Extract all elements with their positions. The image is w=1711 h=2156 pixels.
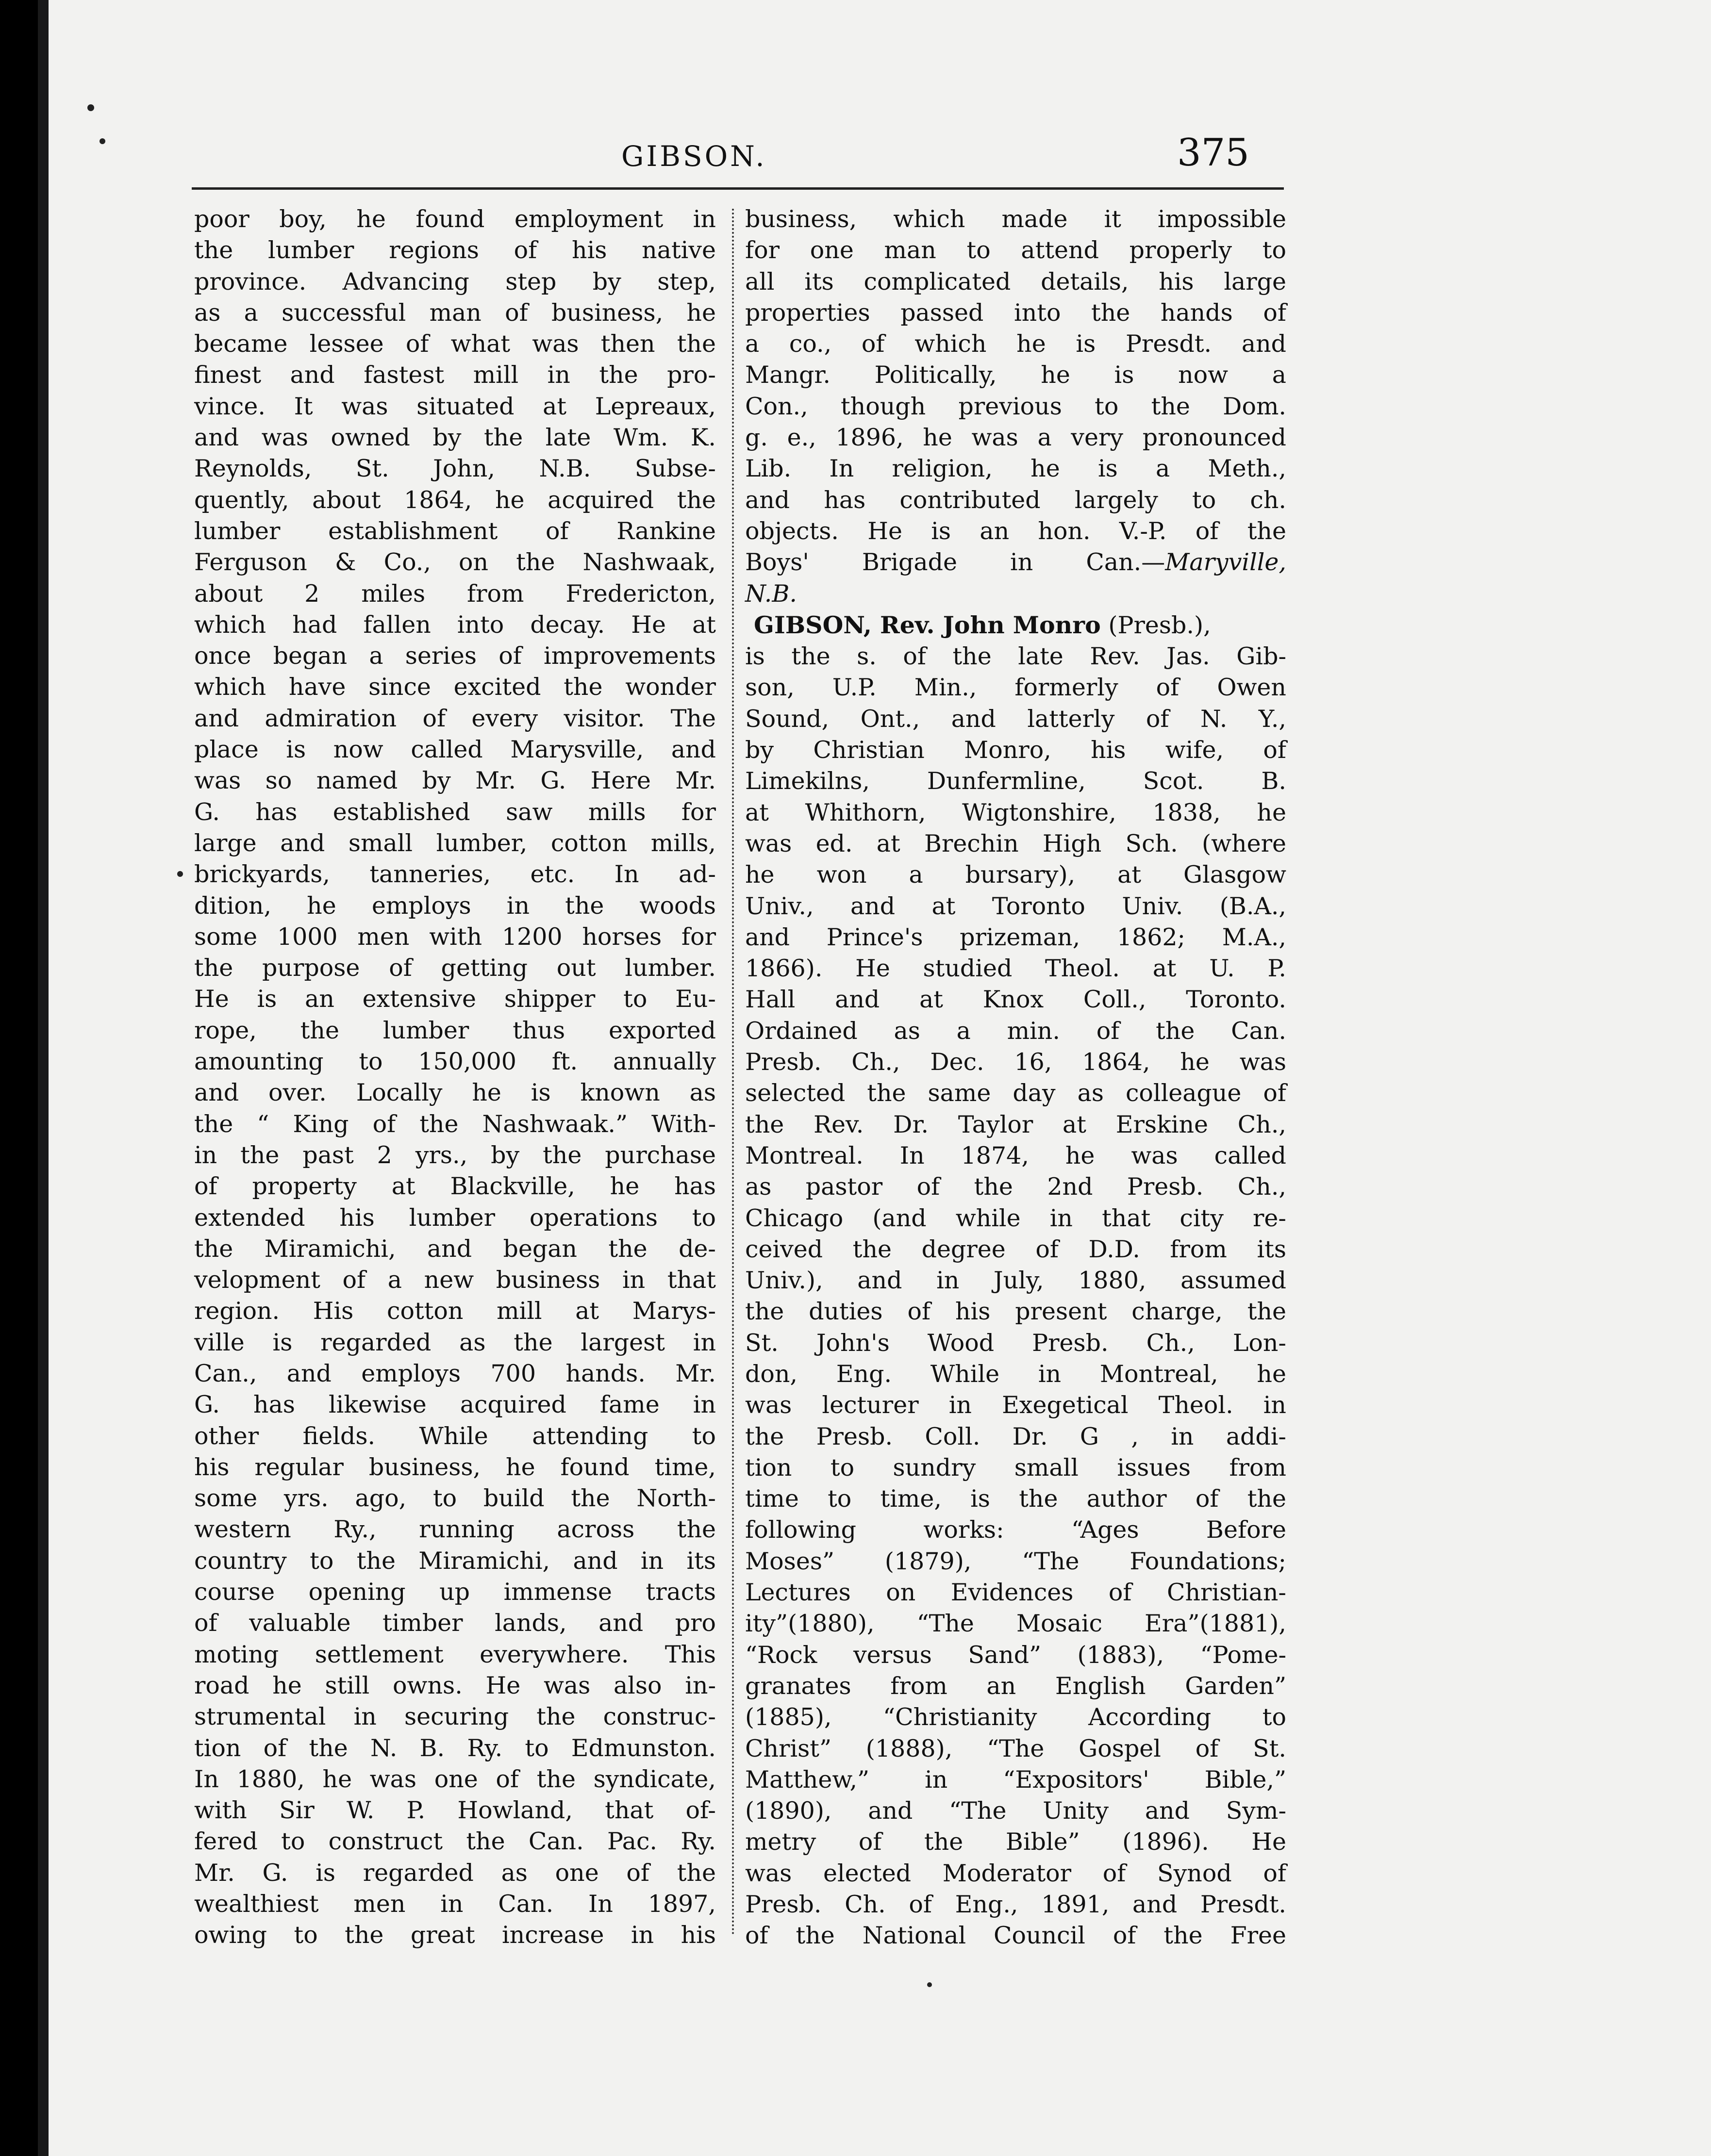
left-column-line: western Ry., running across the <box>194 1515 716 1544</box>
left-column-line: course opening up immense tracts <box>194 1578 716 1606</box>
entry-body-line: was elected Moderator of Synod of <box>745 1859 1286 1887</box>
left-column-line: Reynolds, St. John, N.B. Subse- <box>194 455 716 483</box>
entry-body <box>745 641 1286 1951</box>
right-column-line: business, which made it impossible <box>745 205 1286 233</box>
left-column-line: extended his lumber operations to <box>194 1203 716 1232</box>
entry-body-line: Lectures on Evidences of Christian- <box>745 1579 1286 1607</box>
running-head: GIBSON. <box>621 140 767 173</box>
left-column-line: which have since excited the wonder <box>194 673 716 701</box>
left-column-line: Ferguson & Co., on the Nashwaak, <box>194 548 716 576</box>
left-column-line: the Miramichi, and began the de- <box>194 1234 716 1263</box>
left-column-line: about 2 miles from Fredericton, <box>194 579 716 608</box>
entry-body-line: Chicago (and while in that city re- <box>745 1204 1286 1232</box>
entry-body-line: St. John's Wood Presb. Ch., Lon- <box>745 1329 1286 1357</box>
right-column-line: and has contributed largely to ch. <box>745 486 1286 514</box>
entry-body-line: Matthew,” in “Expositors' Bible,” <box>745 1765 1286 1794</box>
ink-speck <box>87 104 94 111</box>
entry-body-line: time to time, is the author of the <box>745 1485 1286 1513</box>
right-column-line: a co., of which he is Presdt. and <box>745 330 1286 358</box>
entry-heading-line <box>745 609 1286 641</box>
left-column-line: with Sir W. P. Howland, that of- <box>194 1796 716 1825</box>
source-place: Maryville, <box>1165 548 1286 576</box>
right-column-line <box>745 547 1286 578</box>
left-column-line: and admiration of every visitor. The <box>194 704 716 732</box>
entry-body-line: ity”(1880), “The Mosaic Era”(1881), <box>745 1610 1286 1638</box>
left-column-line: finest and fastest mill in the pro- <box>194 361 716 389</box>
left-column-line: in the past 2 yrs., by the purchase <box>194 1141 716 1169</box>
entry-body-line: tion to sundry small issues from <box>745 1453 1286 1481</box>
left-column-line: road he still owns. He was also in- <box>194 1671 716 1699</box>
page-number: 375 <box>1177 131 1249 175</box>
entry-body-line: son, U.P. Min., formerly of Owen <box>745 674 1286 702</box>
left-column-line: moting settlement everywhere. This <box>194 1640 716 1668</box>
left-column-line: some yrs. ago, to build the North- <box>194 1484 716 1513</box>
entry-body-line: the Rev. Dr. Taylor at Erskine Ch., <box>745 1110 1286 1138</box>
right-column-line: Con., though previous to the Dom. <box>745 392 1286 420</box>
left-column-line: was so named by Mr. G. Here Mr. <box>194 767 716 795</box>
left-column-line: his regular business, he found time, <box>194 1453 716 1481</box>
right-column-line: for one man to attend properly to <box>745 236 1286 264</box>
entry-body-line: ceived the degree of D.D. from its <box>745 1235 1286 1263</box>
left-column-line: dition, he employs in the woods <box>194 891 716 920</box>
entry-body-line: Presb. Ch. of Eng., 1891, and Presdt. <box>745 1891 1286 1919</box>
entry-body-line: granates from an English Garden” <box>745 1672 1286 1700</box>
left-column-line: as a successful man of business, he <box>194 298 716 327</box>
entry-body-line: was ed. at Brechin High Sch. (where <box>745 829 1286 857</box>
binding-edge <box>38 0 49 2156</box>
left-column-line: velopment of a new business in that <box>194 1266 716 1294</box>
entry-heading-denomination: (Presb.), <box>1100 611 1211 639</box>
left-column-line: He is an extensive shipper to Eu- <box>194 985 716 1013</box>
ink-speck <box>100 138 105 144</box>
page-header <box>184 131 1301 184</box>
left-column-line: lumber establishment of Rankine <box>194 517 716 545</box>
left-column-line: In 1880, he was one of the syndicate, <box>194 1765 716 1793</box>
left-column-line: G. has established saw mills for <box>194 798 716 826</box>
left-column-line: quently, about 1864, he acquired the <box>194 486 716 514</box>
entry-body-line: selected the same day as colleague of <box>745 1079 1286 1107</box>
entry-body-line: the Presb. Coll. Dr. G , in addi- <box>745 1422 1286 1450</box>
right-column-line: Mangr. Politically, he is now a <box>745 361 1286 389</box>
entry-body-line: and Prince's prizeman, 1862; M.A., <box>745 923 1286 951</box>
ink-speck <box>927 1982 932 1987</box>
header-rule <box>192 187 1284 190</box>
left-column-line: ville is regarded as the largest in <box>194 1328 716 1356</box>
left-column-line: some 1000 men with 1200 horses for <box>194 922 716 951</box>
left-column-line: once began a series of improvements <box>194 642 716 670</box>
left-column-line: Mr. G. is regarded as one of the <box>194 1859 716 1887</box>
entry-body-line: Sound, Ont., and latterly of N. Y., <box>745 705 1286 733</box>
left-column-line: poor boy, he found employment in <box>194 205 716 233</box>
source-place-2: N.B. <box>745 579 797 608</box>
left-column-line: of property at Blackville, he has <box>194 1172 716 1201</box>
left-column-line: owing to the great increase in his <box>194 1921 716 1949</box>
left-column-line: the purpose of getting out lumber. <box>194 954 716 982</box>
left-column-line: other fields. While attending to <box>194 1422 716 1450</box>
right-column-continuation <box>745 204 1286 578</box>
entry-body-line: Christ” (1888), “The Gospel of St. <box>745 1734 1286 1762</box>
left-column-line: strumental in securing the construc- <box>194 1703 716 1731</box>
left-column-line: tion of the N. B. Ry. to Edmunston. <box>194 1734 716 1762</box>
left-column-line: rope, the lumber thus exported <box>194 1016 716 1044</box>
left-column-line: the “ King of the Nashwaak.” With- <box>194 1110 716 1138</box>
entry-body-line: Limekilns, Dunfermline, Scot. B. <box>745 767 1286 795</box>
entry-body-line: Univ., and at Toronto Univ. (B.A., <box>745 892 1286 920</box>
entry-heading: GIBSON, Rev. John Monro <box>754 610 1101 639</box>
left-column-line: country to the Miramichi, and in its <box>194 1547 716 1575</box>
entry-body-line: (1890), and “The Unity and Sym- <box>745 1797 1286 1825</box>
entry-body-line: he won a bursary), at Glasgow <box>745 861 1286 889</box>
ink-speck <box>177 871 183 877</box>
entry-body-line: of the National Council of the Free <box>745 1922 1286 1950</box>
entry-body-line: the duties of his present charge, the <box>745 1298 1286 1326</box>
entry-body-line: Hall and at Knox Coll., Toronto. <box>745 986 1286 1014</box>
right-column-line: Lib. In religion, he is a Meth., <box>745 455 1286 483</box>
left-column-line: G. has likewise acquired fame in <box>194 1391 716 1419</box>
left-column-line: region. His cotton mill at Marys- <box>194 1297 716 1325</box>
entry-body-line: at Whithorn, Wigtonshire, 1838, he <box>745 798 1286 826</box>
entry-body-line: don, Eng. While in Montreal, he <box>745 1360 1286 1388</box>
entry-body-line: Univ.), and in July, 1880, assumed <box>745 1267 1286 1295</box>
left-column <box>194 204 716 1951</box>
right-column-line: objects. He is an hon. V.-P. of the <box>745 517 1286 545</box>
left-column-line: brickyards, tanneries, etc. In ad- <box>194 860 716 889</box>
entry-body-line: Moses” (1879), “The Foundations; <box>745 1547 1286 1575</box>
entry-body-line: 1866). He studied Theol. at U. P. <box>745 955 1286 983</box>
left-column-line: province. Advancing step by step, <box>194 267 716 296</box>
left-column-line: fered to construct the Can. Pac. Ry. <box>194 1827 716 1856</box>
right-column-line: g. e., 1896, he was a very pronounced <box>745 424 1286 452</box>
entry-body-line: was lecturer in Exegetical Theol. in <box>745 1391 1286 1419</box>
column-divider <box>732 209 734 1936</box>
left-column-line: place is now called Marysville, and <box>194 736 716 764</box>
entry-body-line: (1885), “Christianity According to <box>745 1703 1286 1731</box>
entry-body-line: Montreal. In 1874, he was called <box>745 1141 1286 1169</box>
entry-body-line: following works: “Ages Before <box>745 1516 1286 1544</box>
right-column <box>745 204 1286 1952</box>
left-column-line: wealthiest men in Can. In 1897, <box>194 1890 716 1918</box>
right-column-line: all its complicated details, his large <box>745 267 1286 296</box>
entry-body-line: “Rock versus Sand” (1883), “Pome- <box>745 1641 1286 1669</box>
left-column-line: the lumber regions of his native <box>194 236 716 264</box>
entry-body-line: metry of the Bible” (1896). He <box>745 1828 1286 1856</box>
entry-body-line: Ordained as a min. of the Can. <box>745 1017 1286 1045</box>
left-column-line: Can., and employs 700 hands. Mr. <box>194 1359 716 1387</box>
entry-body-line: is the s. of the late Rev. Jas. Gib- <box>745 642 1286 671</box>
entry-body-line: as pastor of the 2nd Presb. Ch., <box>745 1173 1286 1201</box>
left-column-line: and over. Locally he is known as <box>194 1079 716 1107</box>
left-column-line: amounting to 150,000 ft. annually <box>194 1048 716 1076</box>
left-column-line: became lessee of what was then the <box>194 330 716 358</box>
left-column-line: vince. It was situated at Lepreaux, <box>194 392 716 420</box>
entry-body-line: by Christian Monro, his wife, of <box>745 736 1286 764</box>
left-column-line: which had fallen into decay. He at <box>194 610 716 639</box>
left-column-line: large and small lumber, cotton mills, <box>194 829 716 857</box>
source-line-2 <box>745 578 1286 609</box>
right-column-line: properties passed into the hands of <box>745 298 1286 327</box>
entry-body-line: Presb. Ch., Dec. 16, 1864, he was <box>745 1048 1286 1076</box>
left-column-line: and was owned by the late Wm. K. <box>194 424 716 452</box>
left-column-line: of valuable timber lands, and pro <box>194 1609 716 1637</box>
right-column-line-text: Boys' Brigade in Can.— <box>745 548 1165 576</box>
